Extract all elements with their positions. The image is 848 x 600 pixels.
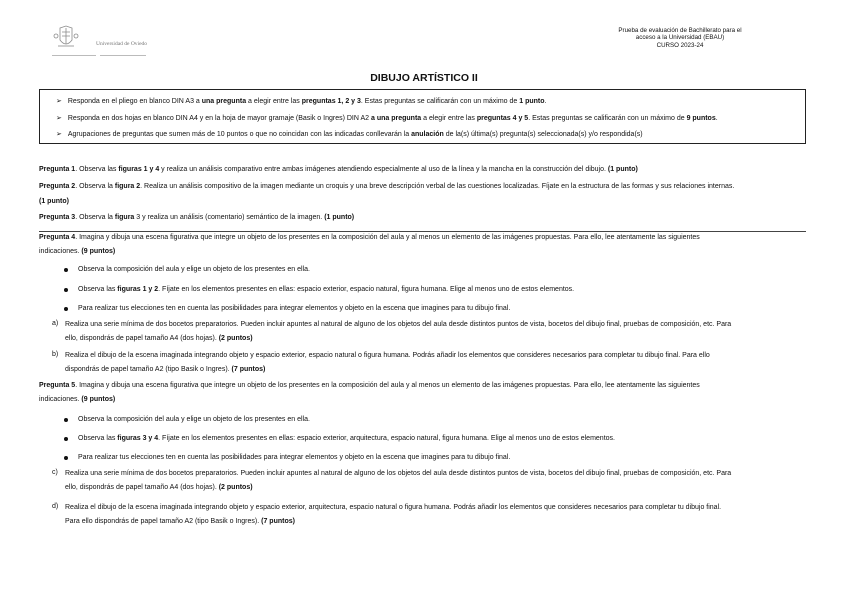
- question-4-item-b-cont: dispondrás de papel tamaño A2 (tipo Basik o Ingres). (7 puntos): [65, 366, 266, 373]
- page-title: DIBUJO ARTÍSTICO II: [370, 72, 478, 84]
- question-5-item-d-cont: Para ello dispondrás de papel tamaño A2 (tipo Basik o Ingres). (7 puntos): [65, 518, 295, 525]
- question-4-intro: Pregunta 4. Imagina y dibuja una escena figurativa que integre un objeto de los presentes en la composición del aula y al menos un elemento de las imágenes propuestas. Para ello, lee atentamente las siguientes: [39, 234, 700, 241]
- exam-header: [590, 27, 770, 49]
- instruction-1: ➢ Responda en el pliego en blanco DIN A3 a una pregunta a elegir entre las preguntas 1, 2 y 3. Estas preguntas se calificarán con un máximo de 1 punto.: [56, 98, 547, 105]
- question-4-bullet-2: Observa las figuras 1 y 2. Fíjate en los elementos presentes en ellas: espacio exterior, espacio natural, figura humana. Elige al menos uno de estos elementos.: [78, 286, 575, 293]
- bullet-dot-icon: [64, 307, 68, 311]
- item-b-label: b): [52, 351, 59, 358]
- bullet-dot-icon: [64, 418, 68, 422]
- bullet-dot-icon: [64, 288, 68, 292]
- question-4-item-a-cont: ello, dispondrás de papel tamaño A4 (dos hojas). (2 puntos): [65, 335, 253, 342]
- question-4-bullet-1: Observa la composición del aula y elige un objeto de los presentes en ella.: [78, 266, 310, 273]
- question-5-bullet-3: Para realizar tus elecciones ten en cuenta las posibilidades para integrar elementos y objeto en la escena que imagines para tu dibujo final.: [78, 454, 511, 461]
- question-5-item-c: Realiza una serie mínima de dos bocetos preparatorios. Pueden incluir apuntes al natural de alguno de los objetos del aula desde distintos puntos de vista, bocetos del dibujo final, pruebas de composición, etc. Para: [65, 470, 732, 477]
- item-a-label: a): [52, 320, 59, 327]
- question-4-item-a: Realiza una serie mínima de dos bocetos preparatorios. Pueden incluir apuntes al natural de alguno de los objetos del aula desde distintos puntos de vista, bocetos del dibujo final, pruebas de composición, etc. Para: [65, 321, 732, 328]
- item-d-label: d): [52, 503, 59, 510]
- question-3: Pregunta 3. Observa la figura 3 y realiza un análisis (comentario) semántico de la imagen. (1 punto): [39, 214, 355, 221]
- bullet-dot-icon: [64, 456, 68, 460]
- bullet-dot-icon: [64, 268, 68, 272]
- university-logo-text: Universidad de Oviedo: [96, 41, 148, 47]
- question-4-intro-cont: indicaciones. (9 puntos): [39, 248, 116, 255]
- question-5-intro: Pregunta 5. Imagina y dibuja una escena figurativa que integre un objeto de los presentes en la composición del aula y al menos un elemento de las imágenes propuestas. Para ello, lee atentamente las siguientes: [39, 382, 700, 389]
- item-c-label: c): [52, 469, 58, 476]
- arrow-bullet-icon: ➢: [56, 98, 62, 105]
- question-5-item-d: Realiza el dibujo de la escena imaginada integrando objeto y espacio exterior, arquitectura, espacio natural o figura humana. Podrás añadir los elementos que consideres necesarios para completar tu dibujo final.: [65, 504, 722, 511]
- university-crest-icon: [52, 24, 152, 56]
- question-4-bullet-3: Para realizar tus elecciones ten en cuenta las posibilidades para integrar elementos y objeto en la escena que imagines para tu dibujo final.: [78, 305, 511, 312]
- instruction-2: ➢ Responda en dos hojas en blanco DIN A4 y en la hoja de mayor gramaje (Basik o Ingres) DIN A2 a una pregunta a elegir entre las preguntas 4 y 5. Estas preguntas se calificarán con un máximo de 9 puntos.: [56, 115, 718, 122]
- logo-divider: [52, 55, 96, 56]
- question-5-bullet-1: Observa la composición del aula y elige un objeto de los presentes en ella.: [78, 416, 310, 423]
- question-5-bullet-2: Observa las figuras 3 y 4. Fíjate en los elementos presentes en ellas: espacio exterior, arquitectura, espacio natural, figura humana. Elige al menos uno de estos elementos.: [78, 435, 615, 442]
- question-2-points: (1 punto): [39, 198, 69, 205]
- question-5-intro-cont: indicaciones. (9 puntos): [39, 396, 116, 403]
- exam-header-line2: acceso a la Universidad (EBAU): [635, 34, 725, 42]
- instruction-3: ➢ Agrupaciones de preguntas que sumen más de 10 puntos o que no coincidan con las indicadas conllevarán la anulación de la(s) última(s) pregunta(s) seleccionada(s) y/o respondida(s): [56, 131, 643, 138]
- bullet-dot-icon: [64, 437, 68, 441]
- question-1: Pregunta 1. Observa las figuras 1 y 4 y realiza un análisis comparativo entre ambas imágenes atendiendo especialmente al uso de la línea y la mancha en la construcción del dibujo. (1 punto): [39, 166, 638, 173]
- arrow-bullet-icon: ➢: [56, 115, 62, 122]
- exam-header-line3: CURSO 2023-24: [656, 41, 704, 49]
- arrow-bullet-icon: ➢: [56, 131, 62, 138]
- question-4-item-b: Realiza el dibujo de la escena imaginada integrando objeto y espacio exterior, espacio natural o figura humana. Podrás añadir los elementos que consideres necesarios para completar tu dibujo final. Para ello: [65, 352, 710, 359]
- question-5-item-c-cont: ello, dispondrás de papel tamaño A4 (dos hojas). (2 puntos): [65, 484, 253, 491]
- logo-divider-2: [100, 55, 146, 56]
- question-2: Pregunta 2. Observa la figura 2. Realiza un análisis compositivo de la imagen mediante un croquis y una breve descripción verbal de las cuestiones localizadas. Fíjate en la estructura de las formas y sus relaciones internas.: [39, 183, 735, 190]
- exam-header-line1: Prueba de evaluación de Bachillerato para el: [618, 27, 742, 34]
